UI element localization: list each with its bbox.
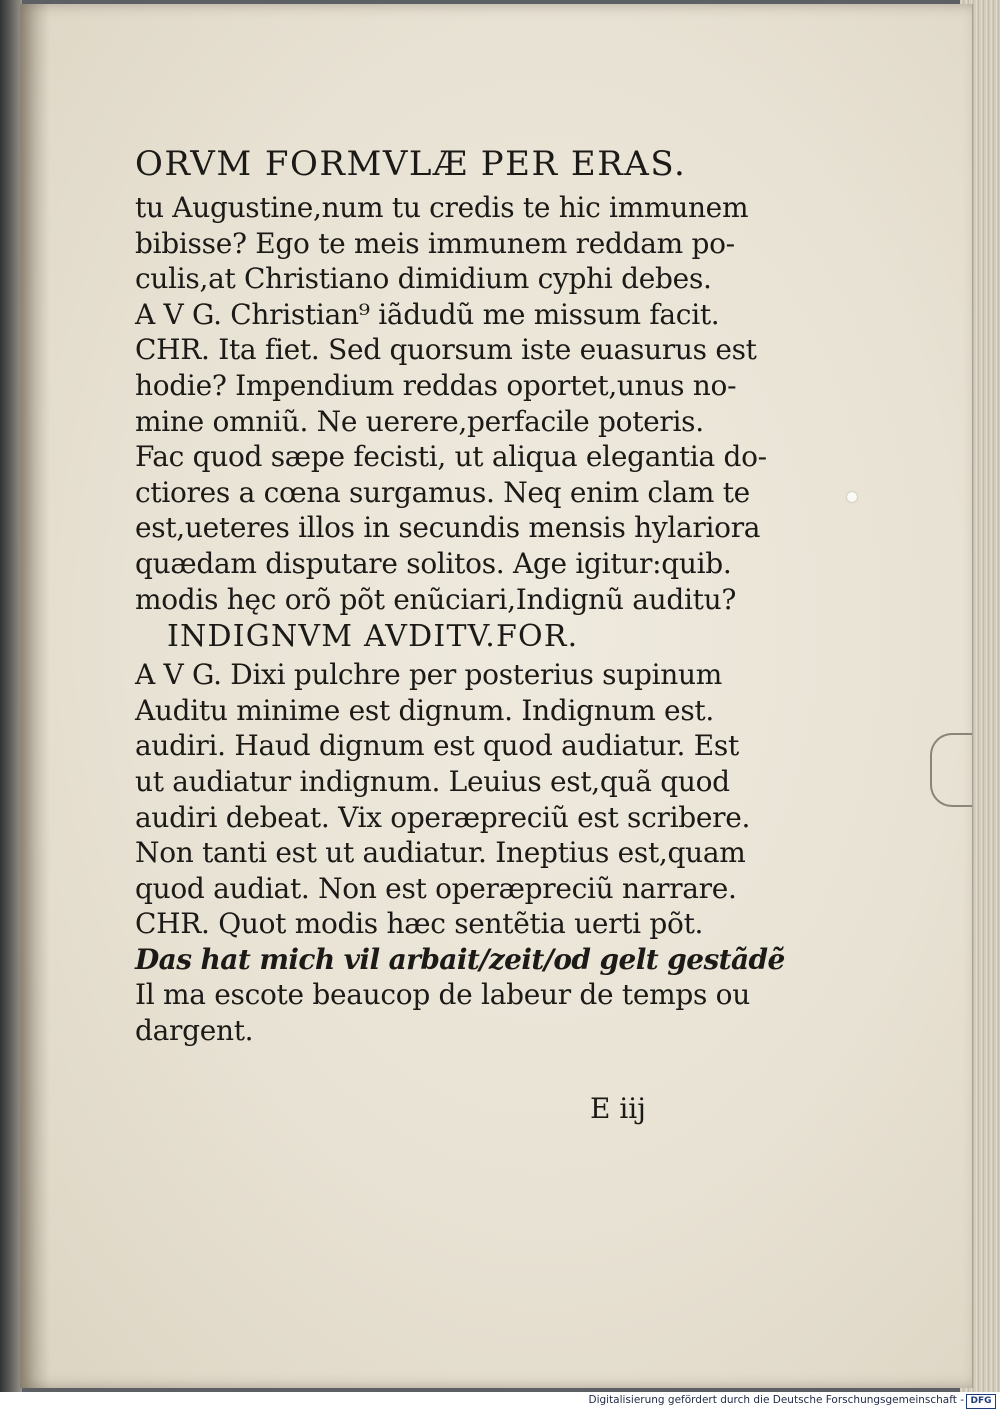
text-line: Fac quod sæpe fecisti, ut aliqua elegantia do- (135, 440, 767, 474)
page-fold-shadow (20, 4, 50, 1388)
text-line: A V G. Christian⁹ iãdudũ me missum facit. (135, 297, 720, 331)
text-line: ut audiatur indignum. Leuius est,quã quod (135, 764, 730, 798)
page-hole (847, 492, 857, 502)
german-translation-line: Das hat mich vil arbait/zeit/od gelt gestãdẽ (135, 942, 785, 976)
text-line: quædam disputare solitos. Age igitur:quib. (135, 546, 732, 580)
footer-bar (0, 1392, 1000, 1411)
text-line: audiri. Haud dignum est quod audiatur. Est (135, 729, 739, 763)
text-line: audiri debeat. Vix operæpreciũ est scribere. (135, 800, 751, 834)
text-line: tu Augustine,num tu credis te hic immunem (135, 191, 749, 224)
text-line: Auditu minime est dignum. Indignum est. (135, 693, 714, 727)
text-line: A V G. Dixi pulchre per posterius supinum (135, 658, 722, 692)
page-clip (930, 733, 972, 807)
funding-credit: Digitalisierung gefördert durch die Deutsche Forschungsgemeinschaft - (588, 1394, 964, 1406)
text-line: culis,at Christiano dimidium cyphi debes. (135, 262, 712, 296)
text-line: Non tanti est ut audiatur. Ineptius est,quam (135, 836, 746, 870)
text-line: CHR. Quot modis hæc sentẽtia uerti põt. (135, 907, 704, 941)
signature-mark: E iij (590, 1092, 646, 1125)
running-header: ORVM FORMVLÆ PER ERAS. (135, 144, 687, 184)
text-line: bibisse? Ego te meis immunem reddam po- (135, 226, 735, 260)
book-binding (0, 0, 22, 1392)
french-translation-line: Il ma escote beaucop de labeur de temps ou (135, 978, 750, 1012)
text-line: est,ueteres illos in secundis mensis hylariora (135, 511, 761, 545)
text-line: hodie? Impendium reddas oportet,unus no- (135, 368, 737, 402)
printed-text-block (135, 138, 785, 1049)
section-title: INDIGNVM AVDITV.FOR. (167, 619, 579, 655)
text-line: ctiores a cœna surgamus. Neq enim clam te (135, 475, 750, 509)
text-line: quod audiat. Non est operæpreciũ narrare. (135, 871, 737, 905)
dfg-logo[interactable]: DFG (966, 1394, 996, 1409)
text-line: CHR. Ita fiet. Sed quorsum iste euasurus est (135, 333, 757, 367)
text-line: modis hęc orõ põt enũciari,Indignũ auditu? (135, 582, 737, 616)
french-translation-line: dargent. (135, 1014, 254, 1048)
text-line: mine omniũ. Ne uerere,perfacile poteris. (135, 404, 704, 438)
